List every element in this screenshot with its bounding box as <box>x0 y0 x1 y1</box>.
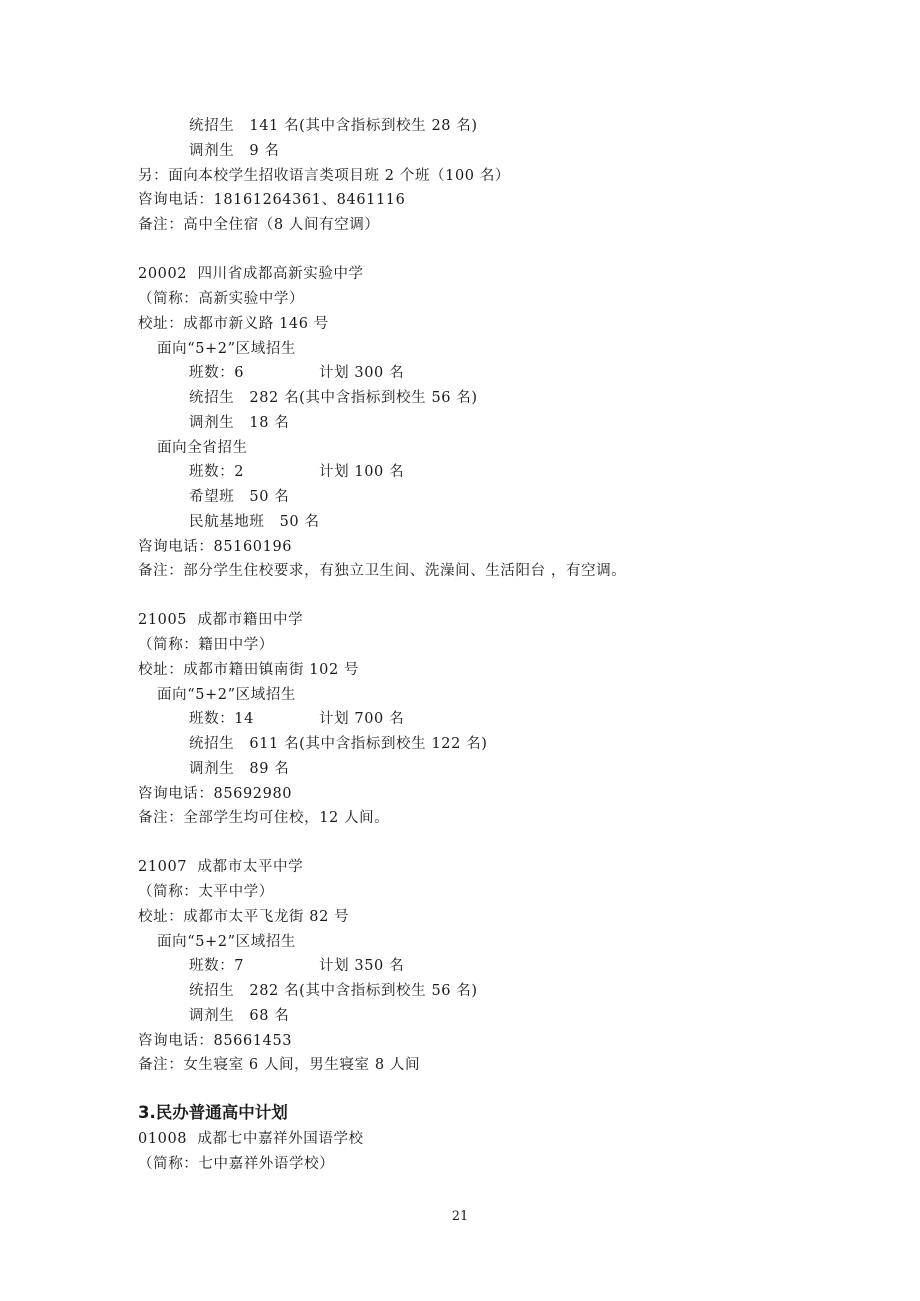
adjusted-enrollment-line: 调剂生 18 名 <box>189 415 290 431</box>
section-heading: 3.民办普通高中计划 <box>138 1103 288 1122</box>
extra-note-line: 另：面向本校学生招收语言类项目班 2 个班（100 名） <box>138 168 511 184</box>
plan-count: 计划 100 名 <box>319 464 405 480</box>
class-plan-row <box>189 709 404 729</box>
adjusted-enrollment-line: 调剂生 89 名 <box>189 761 290 777</box>
region-enrollment-heading: 面向“5+2”区域招生 <box>157 934 297 950</box>
school-short-name: （简称：七中嘉祥外语学校） <box>138 1156 335 1172</box>
unified-enrollment-line: 统招生 141 名(其中含指标到校生 28 名) <box>189 118 478 134</box>
page-number: 21 <box>451 1209 469 1224</box>
school-address: 校址：成都市太平飞龙街 82 号 <box>138 909 350 925</box>
phone-line: 咨询电话：85692980 <box>138 786 293 802</box>
class-count: 班数：14 <box>189 711 254 727</box>
plan-count: 计划 350 名 <box>319 958 405 974</box>
remark-line: 备注：高中全住宿（8 人间有空调） <box>138 217 380 233</box>
school-title: 21005 成都市籍田中学 <box>138 612 304 628</box>
school-short-name: （简称：太平中学） <box>138 884 274 900</box>
unified-enrollment-line: 统招生 282 名(其中含指标到校生 56 名) <box>189 983 478 999</box>
class-count: 班数：7 <box>189 958 245 974</box>
class-count: 班数：6 <box>189 365 245 381</box>
province-enrollment-heading: 面向全省招生 <box>157 440 248 456</box>
school-address: 校址：成都市籍田镇南街 102 号 <box>138 662 360 678</box>
remark-line: 备注：全部学生均可住校，12 人间。 <box>138 810 390 826</box>
school-title: 01008 成都七中嘉祥外国语学校 <box>138 1131 364 1147</box>
school-address: 校址：成都市新义路 146 号 <box>138 316 329 332</box>
region-enrollment-heading: 面向“5+2”区域招生 <box>157 341 297 357</box>
remark-line: 备注：女生寝室 6 人间，男生寝室 8 人间 <box>138 1057 421 1073</box>
remark-line: 备注：部分学生住校要求，有独立卫生间、洗澡间、生活阳台 ，有空调。 <box>138 563 627 579</box>
phone-line: 咨询电话：85661453 <box>138 1033 293 1049</box>
unified-enrollment-line: 统招生 611 名(其中含指标到校生 122 名) <box>189 736 488 752</box>
class-plan-row <box>189 462 404 482</box>
school-title: 21007 成都市太平中学 <box>138 859 304 875</box>
school-short-name: （简称：籍田中学） <box>138 637 274 653</box>
class-plan-row <box>189 363 404 383</box>
phone-line: 咨询电话：18161264361、8461116 <box>138 192 406 208</box>
adjusted-enrollment-line: 调剂生 68 名 <box>189 1008 290 1024</box>
class-plan-row <box>189 956 404 976</box>
plan-count: 计划 700 名 <box>319 711 405 727</box>
adjusted-enrollment-line: 调剂生 9 名 <box>189 143 280 159</box>
class-count: 班数：2 <box>189 464 245 480</box>
region-enrollment-heading: 面向“5+2”区域招生 <box>157 687 297 703</box>
school-short-name: （简称：高新实验中学） <box>138 291 305 307</box>
phone-line: 咨询电话：85160196 <box>138 539 293 555</box>
unified-enrollment-line: 统招生 282 名(其中含指标到校生 56 名) <box>189 390 478 406</box>
school-title: 20002 四川省成都高新实验中学 <box>138 266 364 282</box>
plan-count: 计划 300 名 <box>319 365 405 381</box>
hope-class-line: 希望班 50 名 <box>189 489 290 505</box>
aviation-class-line: 民航基地班 50 名 <box>189 514 320 530</box>
